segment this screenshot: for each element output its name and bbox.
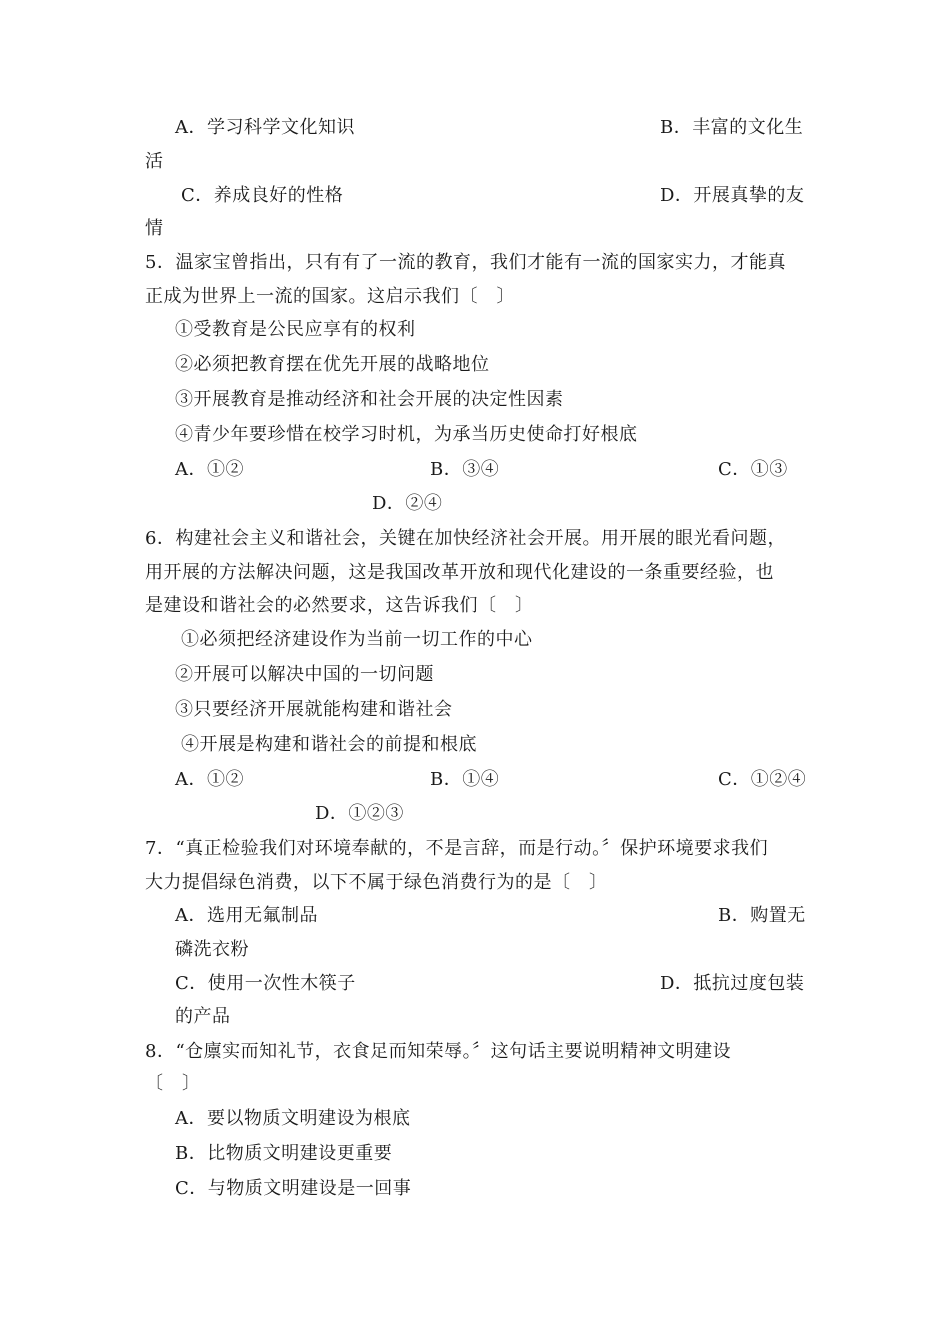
q5-item: ④青少年要珍惜在校学习时机，为承当历史使命打好根底 — [175, 424, 638, 445]
q5-option-d: D．②④ — [372, 493, 443, 514]
q8-stem-line: 〔 〕 — [145, 1073, 201, 1094]
q7-option-a: A．选用无氟制品 — [175, 905, 318, 926]
q5-item: ③开展教育是推动经济和社会开展的决定性因素 — [175, 389, 564, 410]
q7-stem-line: 7．“真正检验我们对环境奉献的，不是言辞，而是行动。〞保护环境要求我们 — [145, 838, 769, 859]
q5-option-c: C．①③ — [718, 459, 788, 480]
q7-option-d: D．抵抗过度包装 — [660, 973, 805, 994]
q6-item: ④开展是构建和谐社会的前提和根底 — [181, 734, 477, 755]
q6-stem-line: 是建设和谐社会的必然要求，这告诉我们〔 〕 — [145, 595, 534, 616]
q4-option-d-wrap: 情 — [145, 218, 164, 239]
q6-option-a: A．①② — [175, 769, 244, 790]
q4-option-b-wrap: 活 — [145, 151, 164, 172]
q8-option-a: A．要以物质文明建设为根底 — [175, 1108, 411, 1129]
q4-option-a: A．学习科学文化知识 — [175, 117, 355, 138]
q5-stem-line: 正成为世界上一流的国家。这启示我们〔 〕 — [145, 286, 515, 307]
q6-option-b: B．①④ — [430, 769, 500, 790]
q5-item: ①受教育是公民应享有的权利 — [175, 319, 416, 340]
q7-option-b-wrap: 磷洗衣粉 — [175, 939, 249, 960]
q7-option-d-wrap: 的产品 — [175, 1006, 231, 1027]
q4-option-c: C．养成良好的性格 — [181, 185, 344, 206]
q5-item: ②必须把教育摆在优先开展的战略地位 — [175, 354, 490, 375]
q4-option-b: B．丰富的文化生 — [660, 117, 804, 138]
q6-item: ②开展可以解决中国的一切问题 — [175, 664, 434, 685]
q6-item: ①必须把经济建设作为当前一切工作的中心 — [181, 629, 533, 650]
q5-stem-line: 5．温家宝曾指出，只有有了一流的教育，我们才能有一流的国家实力，才能真 — [145, 252, 786, 273]
q5-option-a: A．①② — [175, 459, 244, 480]
q6-option-d: D．①②③ — [315, 803, 404, 824]
q7-option-c: C．使用一次性木筷子 — [175, 973, 356, 994]
q8-option-b: B．比物质文明建设更重要 — [175, 1143, 393, 1164]
q5-option-b: B．③④ — [430, 459, 500, 480]
q4-option-d: D．开展真挚的友 — [660, 185, 805, 206]
q8-option-c: C．与物质文明建设是一回事 — [175, 1178, 412, 1199]
q6-stem-line: 用开展的方法解决问题，这是我国改革开放和现代化建设的一条重要经验，也 — [145, 562, 774, 583]
q7-stem-line: 大力提倡绿色消费，以下不属于绿色消费行为的是〔 〕 — [145, 872, 608, 893]
q6-stem-line: 6．构建社会主义和谐社会，关键在加快经济社会开展。用开展的眼光看问题， — [145, 528, 786, 549]
q6-item: ③只要经济开展就能构建和谐社会 — [175, 699, 453, 720]
q8-stem-line: 8．“仓廪实而知礼节，衣食足而知荣辱。〞这句话主要说明精神文明建设 — [145, 1041, 732, 1062]
q7-option-b: B．购置无 — [718, 905, 806, 926]
q6-option-c: C．①②④ — [718, 769, 807, 790]
